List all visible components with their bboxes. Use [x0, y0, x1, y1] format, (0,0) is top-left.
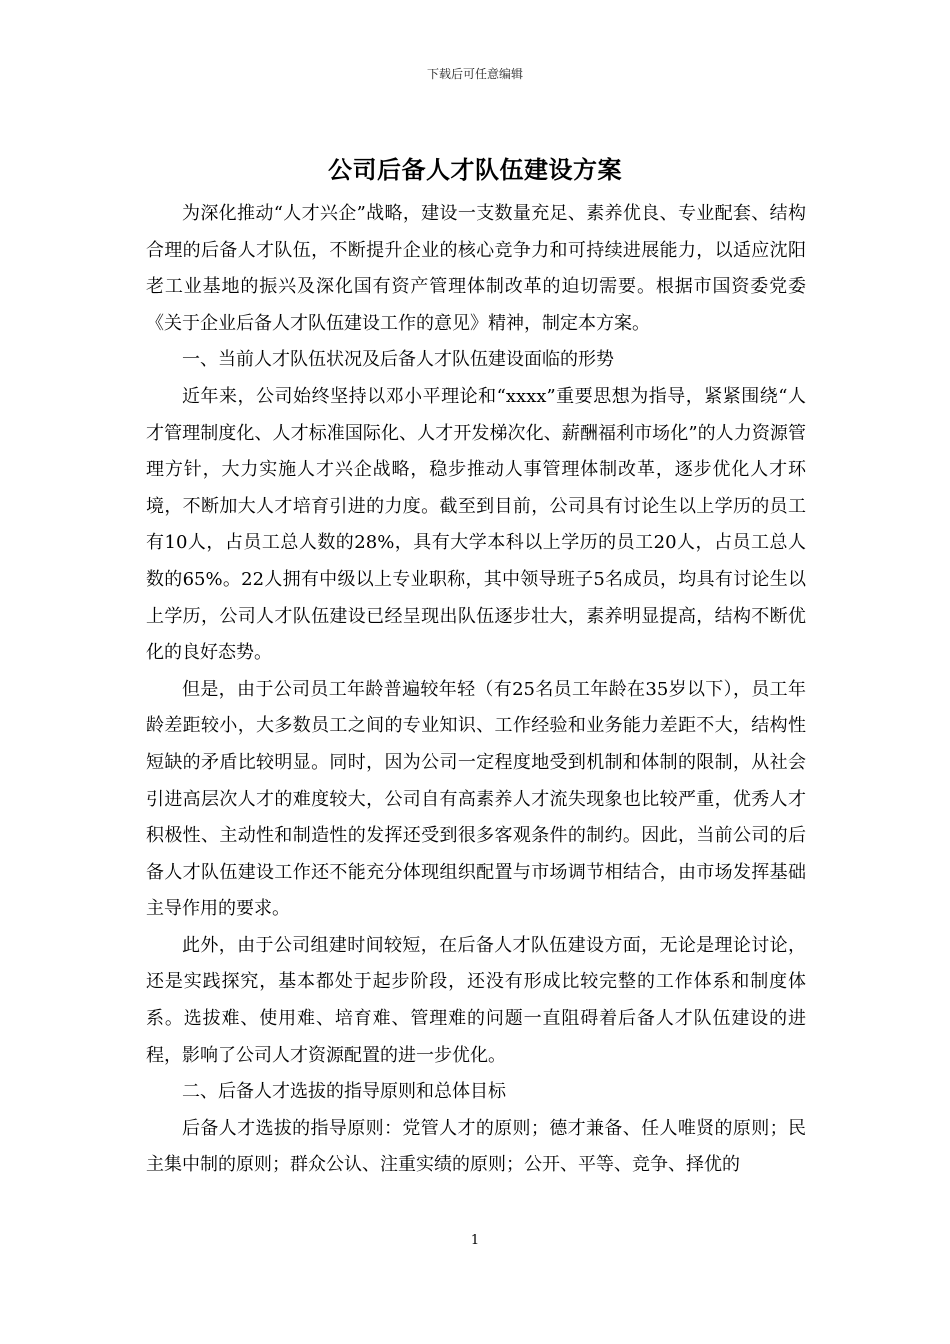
paragraph-intro: 为深化推动“人才兴企”战略，建设一支数量充足、素养优良、专业配套、结构合理的后备人才队伍，不断提升企业的核心竞争力和可持续进展能力，以适应沈阳老工业基地的振兴及深化国有资产管理体制改革的迫切需要。根据市国资委党委《关于企业后备人才队伍建设工作的意见》精神，制定本方案。	[146, 203, 806, 334]
paragraph-principles: 后备人才选拔的指导原则：党管人才的原则；德才兼备、任人唯贤的原则；民主集中制的原则；群众公认、注重实绩的原则；公开、平等、竞争、择优的	[146, 1117, 806, 1176]
paragraph-problems: 但是，由于公司员工年龄普遍较年轻（有25名员工年龄在35岁以下），员工年龄差距较小，大多数员工之间的专业知识、工作经验和业务能力差距不大，结构性短缺的矛盾比较明显。同时，因为公司一定程度地受到机制和体制的限制，从社会引进高层次人才的难度较大，公司自有高素养人才流失现象也比较严重，优秀人才积极性、主动性和制造性的发挥还受到很多客观条件的制约。因此，当前公司的后备人才队伍建设工作还不能充分体现组织配置与市场调节相结合，由市场发挥基础主导作用的要求。	[146, 678, 806, 920]
document-title: 公司后备人才队伍建设方案	[328, 156, 622, 184]
section-heading-2: 二、后备人才选拔的指导原则和总体目标	[182, 1081, 506, 1103]
section-heading-1: 一、当前人才队伍状况及后备人才队伍建设面临的形势	[182, 349, 614, 371]
document-body	[146, 196, 806, 1184]
page-header-note: 下载后可任意编辑	[426, 67, 523, 81]
paragraph-additional: 此外，由于公司组建时间较短，在后备人才队伍建设方面，无论是理论讨论，还是实践探究，基本都处于起步阶段，还没有形成比较完整的工作体系和制度体系。选拔难、使用难、培育难、管理难的问题一直阻碍着后备人才队伍建设的进程，影响了公司人才资源配置的进一步优化。	[146, 934, 806, 1066]
page-number: 1	[470, 1233, 480, 1248]
paragraph-current-status: 近年来，公司始终坚持以邓小平理论和“xxxx”重要思想为指导，紧紧围绕“人才管理制度化、人才标准国际化、人才开发梯次化、薪酬福利市场化”的人力资源管理方针，大力实施人才兴企战略，稳步推动人事管理体制改革，逐步优化人才环境，不断加大人才培育引进的力度。截至到目前，公司具有讨论生以上学历的员工有10人，占员工总人数的28%，具有大学本科以上学历的员工20人，占员工总人数的65%。22人拥有中级以上专业职称，其中领导班子5名成员，均具有讨论生以上学历，公司人才队伍建设已经呈现出队伍逐步壮大，素养明显提高，结构不断优化的良好态势。	[146, 385, 806, 664]
